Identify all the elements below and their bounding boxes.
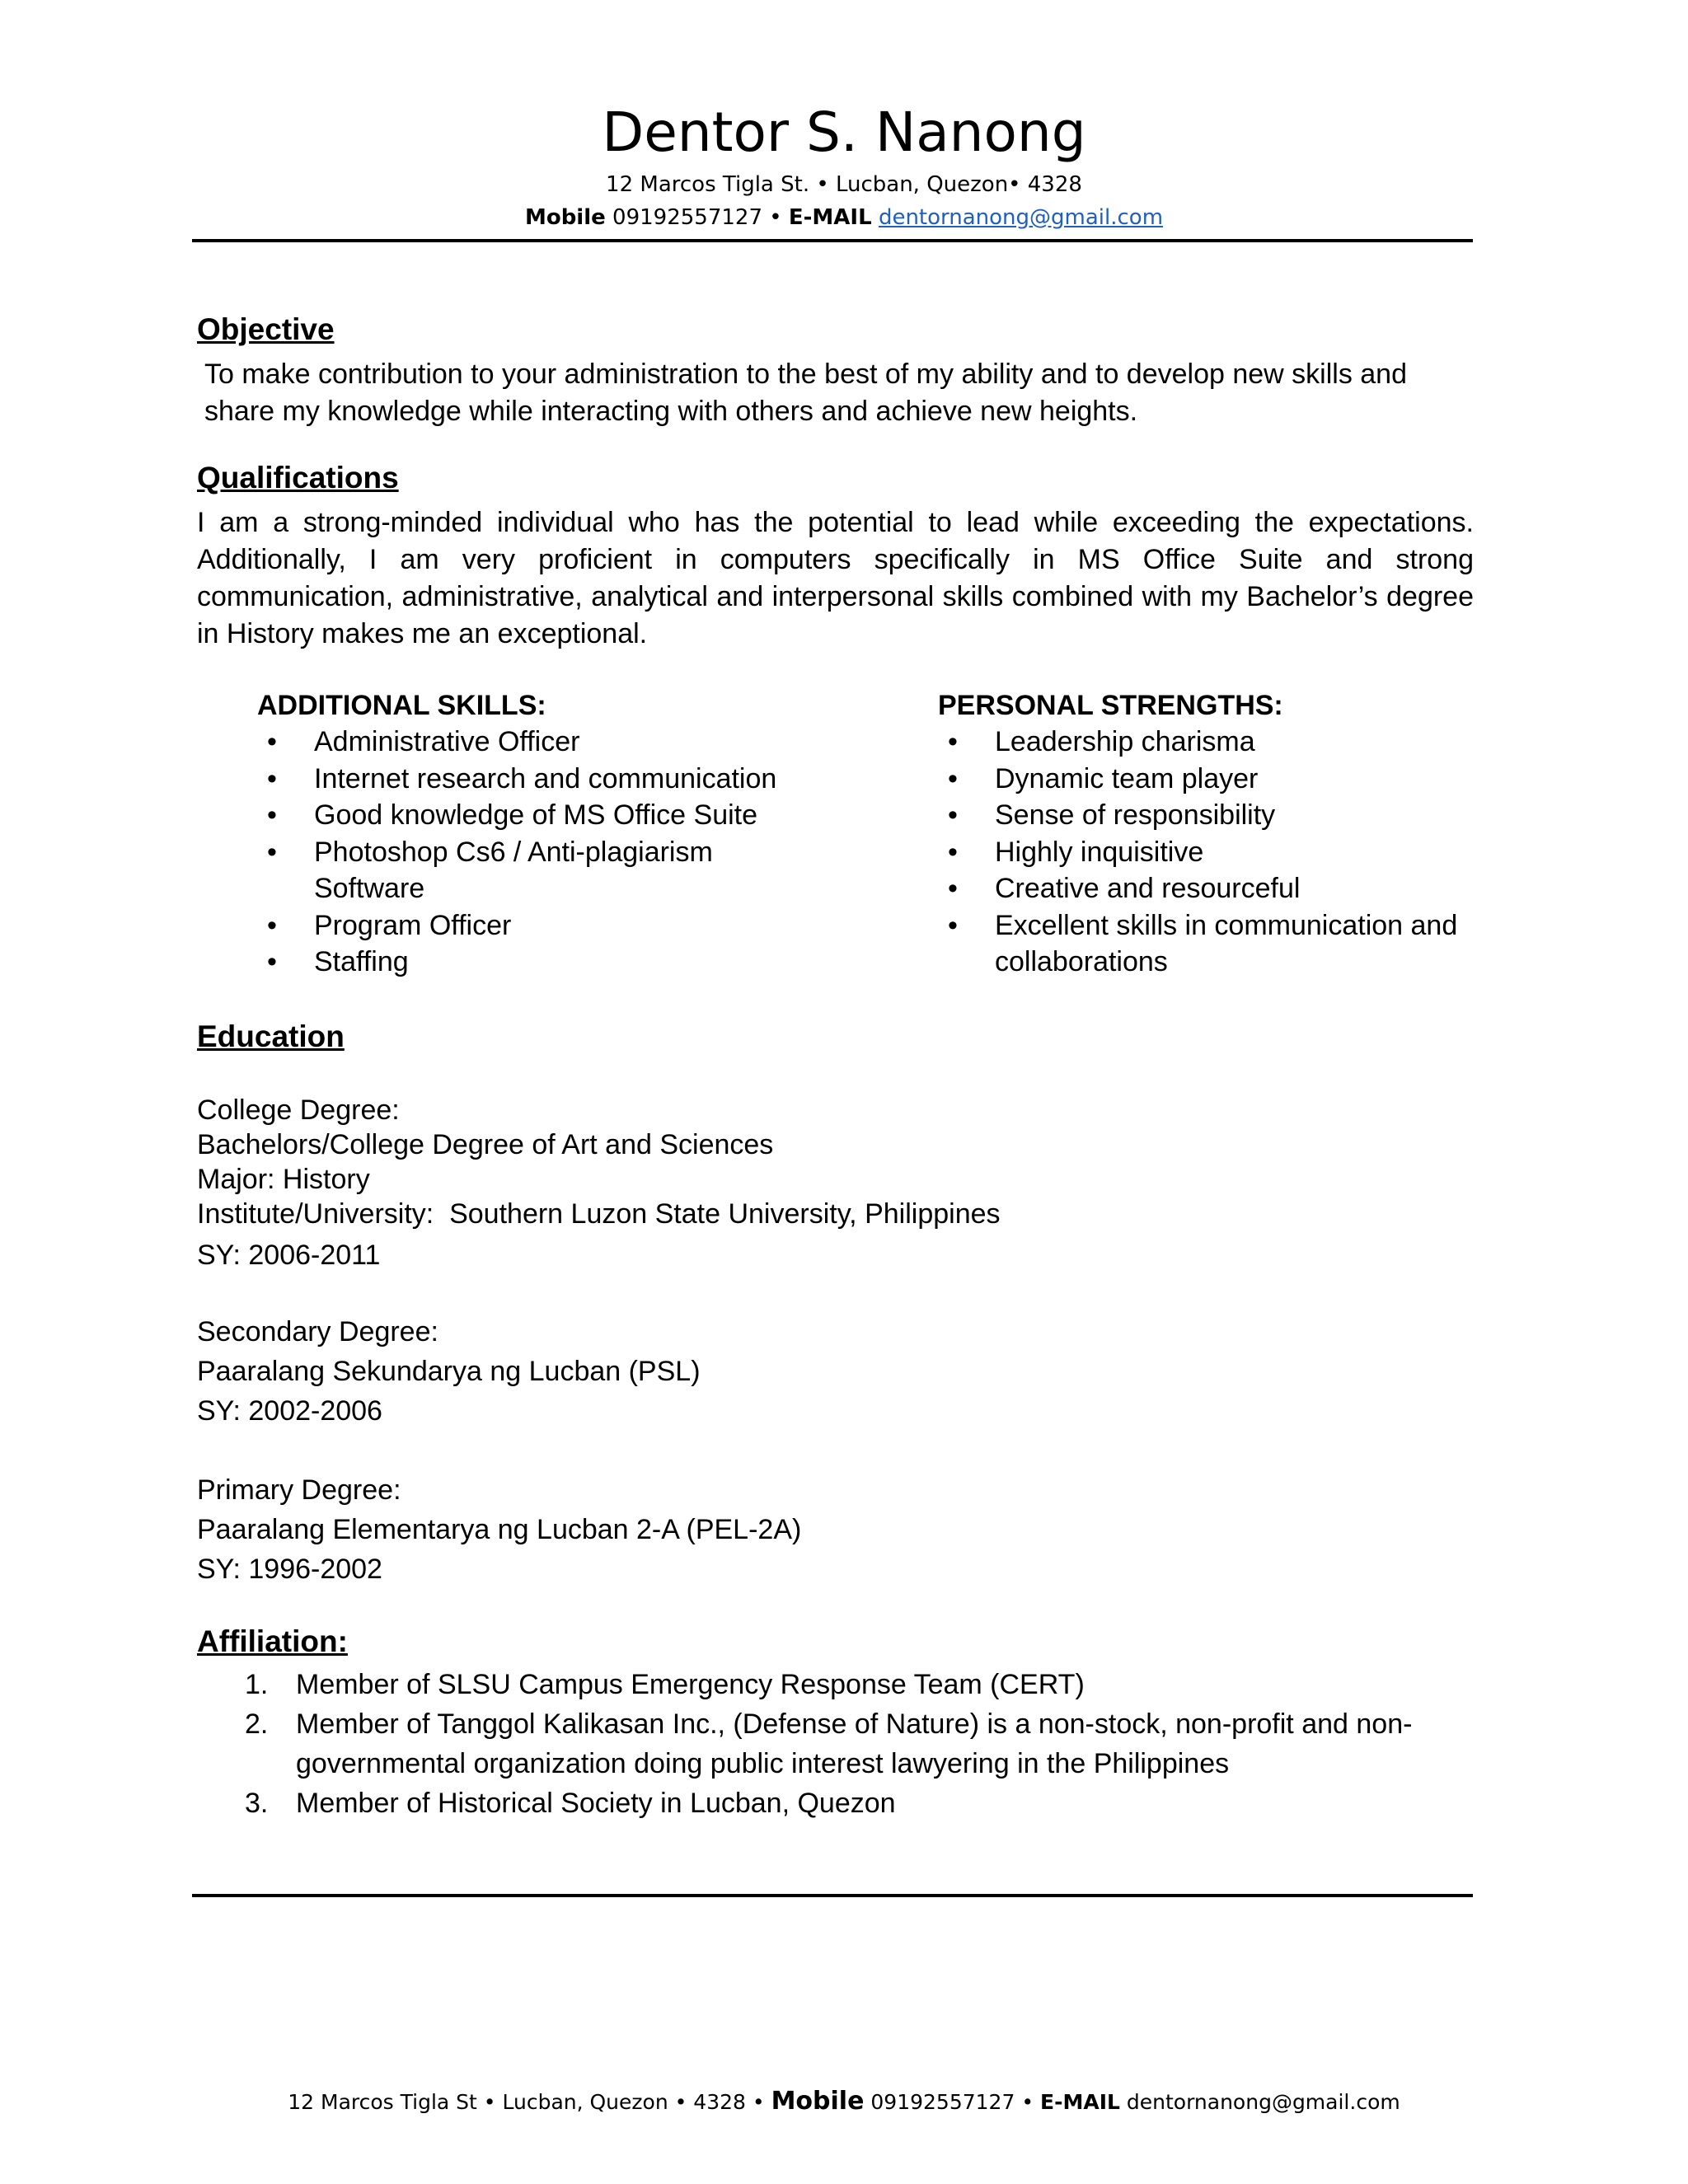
bullet-icon: •: [948, 873, 958, 904]
list-item: • Good knowledge of MS Office Suite: [257, 797, 834, 834]
list-item: • Photoshop Cs6 / Anti-plagiarism Software: [257, 834, 776, 907]
college-institute: Institute/University: Southern Luzon State University, Philippines: [197, 1198, 1001, 1230]
email-link[interactable]: dentornanong@gmail.com: [878, 205, 1164, 230]
footer-divider: [192, 1894, 1473, 1897]
footer-email: dentornanong@gmail.com: [1126, 2090, 1400, 2114]
list-item: • Sense of responsibility: [938, 797, 1465, 834]
personal-strengths-heading: PERSONAL STRENGTHS:: [938, 690, 1283, 721]
affiliation-list: [197, 1665, 1450, 1823]
email-label: E-MAIL: [788, 205, 872, 230]
college-sy: SY: 2006-2011: [197, 1240, 381, 1271]
bullet-icon: •: [948, 799, 958, 831]
bullet-icon: •: [267, 946, 277, 977]
secondary-block: [197, 1312, 701, 1431]
additional-skills-list: [257, 724, 834, 981]
resume-header: [0, 97, 1688, 234]
education-heading: Education: [197, 1019, 345, 1053]
primary-label: Primary Degree:: [197, 1474, 401, 1506]
bullet-icon: •: [948, 909, 958, 941]
bullet-icon: •: [948, 762, 958, 794]
page-footer: [0, 2085, 1688, 2119]
header-address: 12 Marcos Tigla St. • Lucban, Quezon• 4328: [606, 172, 1082, 197]
footer-email-label: E-MAIL: [1040, 2090, 1120, 2114]
college-degree: Bachelors/College Degree of Art and Sciences: [197, 1129, 774, 1160]
list-item: 2. Member of Tanggol Kalikasan Inc., (Defense of Nature) is a non-stock, non-profit and non-governmental organization doing public interest lawyering in the Philippines: [245, 1708, 1413, 1779]
bullet-icon: •: [948, 836, 958, 868]
secondary-sy: SY: 2002-2006: [197, 1395, 382, 1427]
primary-school: Paaralang Elementarya ng Lucban 2-A (PEL-2A): [197, 1514, 802, 1545]
additional-skills-heading: ADDITIONAL SKILLS:: [257, 690, 546, 721]
footer-mobile: 09192557127: [870, 2090, 1015, 2114]
list-item: 3. Member of Historical Society in Lucban, Quezon: [245, 1788, 896, 1819]
affiliation-heading: Affiliation:: [197, 1624, 348, 1658]
bullet-icon: •: [267, 909, 277, 941]
list-item: • Leadership charisma: [938, 724, 1465, 761]
bullet-icon: •: [267, 836, 277, 868]
header-divider: [192, 239, 1473, 242]
header-contact-line: [0, 201, 1688, 234]
list-item: • Internet research and communication: [257, 761, 834, 798]
separator: •: [769, 205, 782, 230]
bullet-icon: •: [267, 799, 277, 831]
applicant-name: Dentor S. Nanong: [602, 101, 1086, 164]
list-item: • Staffing: [257, 944, 834, 981]
primary-block: [197, 1470, 801, 1589]
primary-sy: SY: 1996-2002: [197, 1554, 382, 1585]
bullet-icon: •: [948, 726, 958, 757]
list-item: • Administrative Officer: [257, 724, 834, 761]
list-item: • Highly inquisitive: [938, 834, 1465, 871]
qualifications-text: I am a strong-minded individual who has the potential to lead while exceeding the expectations. Additionally, I am very proficient in computers specifically in MS Office Suite and strong communication, administrative, analytical and interpersonal skills combined with my Bachelor’s degree in History makes me an exceptional.: [197, 507, 1474, 649]
list-item: • Program Officer: [257, 907, 834, 944]
list-item: • Dynamic team player: [938, 761, 1465, 798]
secondary-label: Secondary Degree:: [197, 1316, 438, 1347]
mobile-number: 09192557127: [612, 205, 762, 230]
bullet-icon: •: [267, 726, 277, 757]
bullet-icon: •: [267, 762, 277, 794]
footer-address: 12 Marcos Tigla St • Lucban, Quezon • 4328 •: [288, 2090, 765, 2114]
mobile-label: Mobile: [524, 205, 606, 230]
secondary-school: Paaralang Sekundarya ng Lucban (PSL): [197, 1356, 701, 1387]
separator: •: [1021, 2090, 1034, 2114]
objective-text: To make contribution to your administration to the best of my ability and to develop new skills and share my knowledge while interacting with others and achieve new heights.: [204, 359, 1407, 427]
college-major: Major: History: [197, 1164, 370, 1195]
qualifications-heading: Qualifications: [197, 461, 399, 494]
list-item: 1. Member of SLSU Campus Emergency Response Team (CERT): [245, 1669, 1085, 1700]
personal-strengths-list: [938, 724, 1465, 981]
list-item: • Excellent skills in communication and collaborations: [938, 907, 1465, 981]
college-label: College Degree:: [197, 1094, 400, 1126]
objective-heading: Objective: [197, 312, 335, 346]
footer-mobile-label: Mobile: [771, 2087, 865, 2116]
college-block: [197, 1093, 1001, 1272]
list-item: • Creative and resourceful: [938, 870, 1465, 907]
